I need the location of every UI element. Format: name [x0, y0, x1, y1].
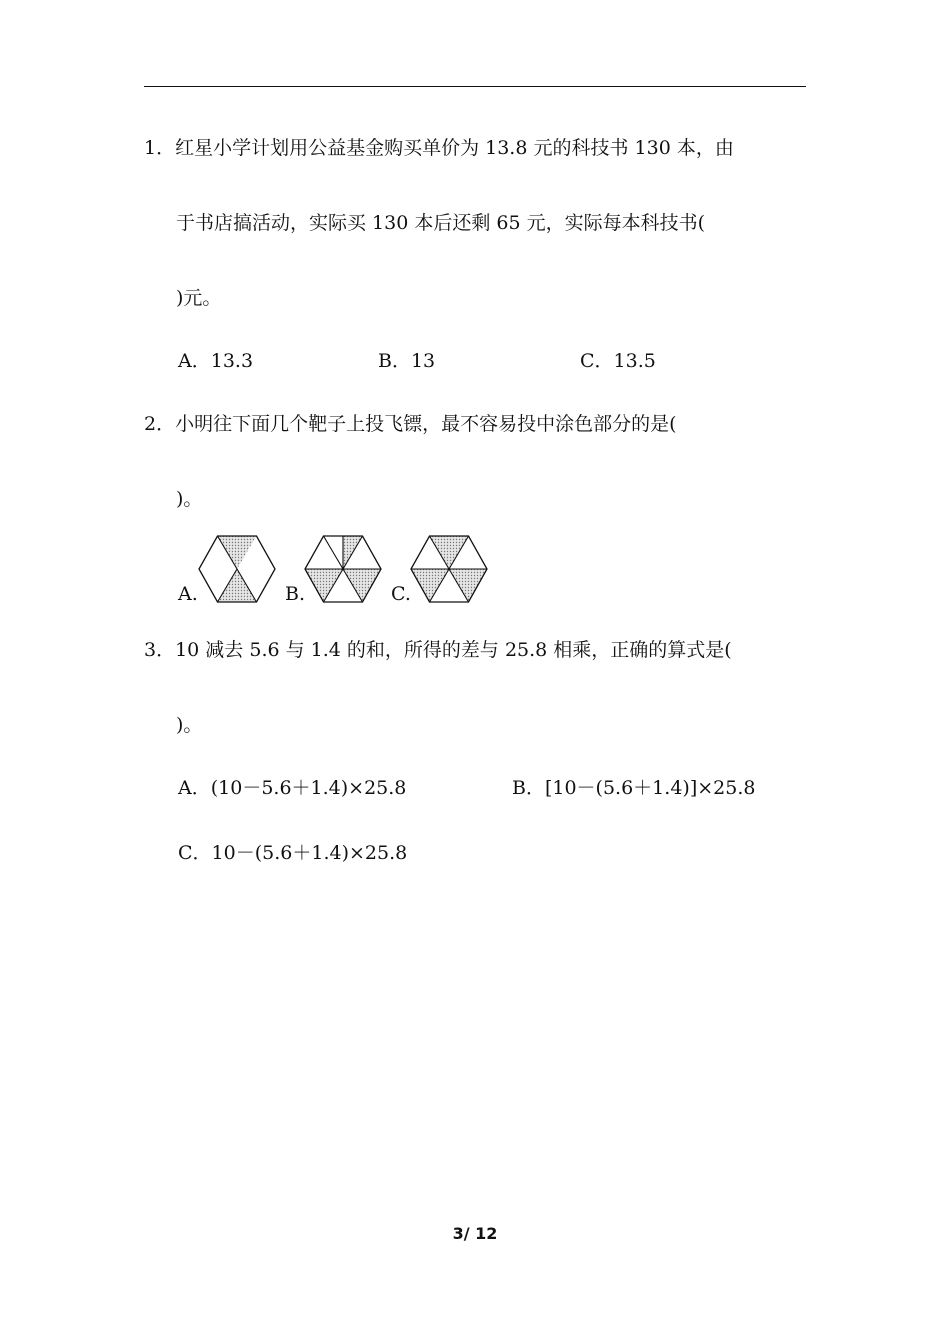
q2-option-a-label: A. [178, 583, 198, 605]
q3-line-1: 3．10 减去 5.6 与 1.4 的和，所得的差与 25.8 相乘，正确的算式是( [144, 639, 732, 661]
q2-option-b-label: B. [285, 583, 306, 605]
q1-option-a: A．13.3 [178, 350, 254, 372]
q3-number: 3． [144, 639, 176, 661]
q2-option-c-hexagon [410, 535, 488, 603]
q2-option-b-hexagon [304, 535, 382, 603]
q1-line-3: )元。 [176, 287, 222, 309]
q2-line-2: )。 [176, 488, 203, 510]
q2-line-1: 2．小明往下面几个靶子上投飞镖，最不容易投中涂色部分的是( [144, 413, 677, 435]
q2-number: 2． [144, 413, 176, 435]
q3-option-a: A．(10－5.6＋1.4)×25.8 [178, 777, 407, 799]
q1-option-b: B．13 [378, 350, 436, 372]
q1-line-2: 于书店搞活动，实际买 130 本后还剩 65 元，实际每本科技书( [176, 212, 706, 234]
q2-option-a-hexagon [198, 535, 276, 603]
q3-option-b: B．[10－(5.6＋1.4)]×25.8 [512, 777, 756, 799]
q3-line-2: )。 [176, 714, 203, 736]
q3-option-c: C．10－(5.6＋1.4)×25.8 [178, 842, 408, 864]
page-number: 3/ 12 [452, 1224, 498, 1243]
q2-option-c-label: C. [391, 583, 411, 605]
q1-line-1: 1．红星小学计划用公益基金购买单价为 13.8 元的科技书 130 本，由 [144, 137, 734, 159]
q1-option-c: C．13.5 [580, 350, 656, 372]
q1-number: 1． [144, 137, 176, 159]
header-rule [144, 86, 806, 87]
